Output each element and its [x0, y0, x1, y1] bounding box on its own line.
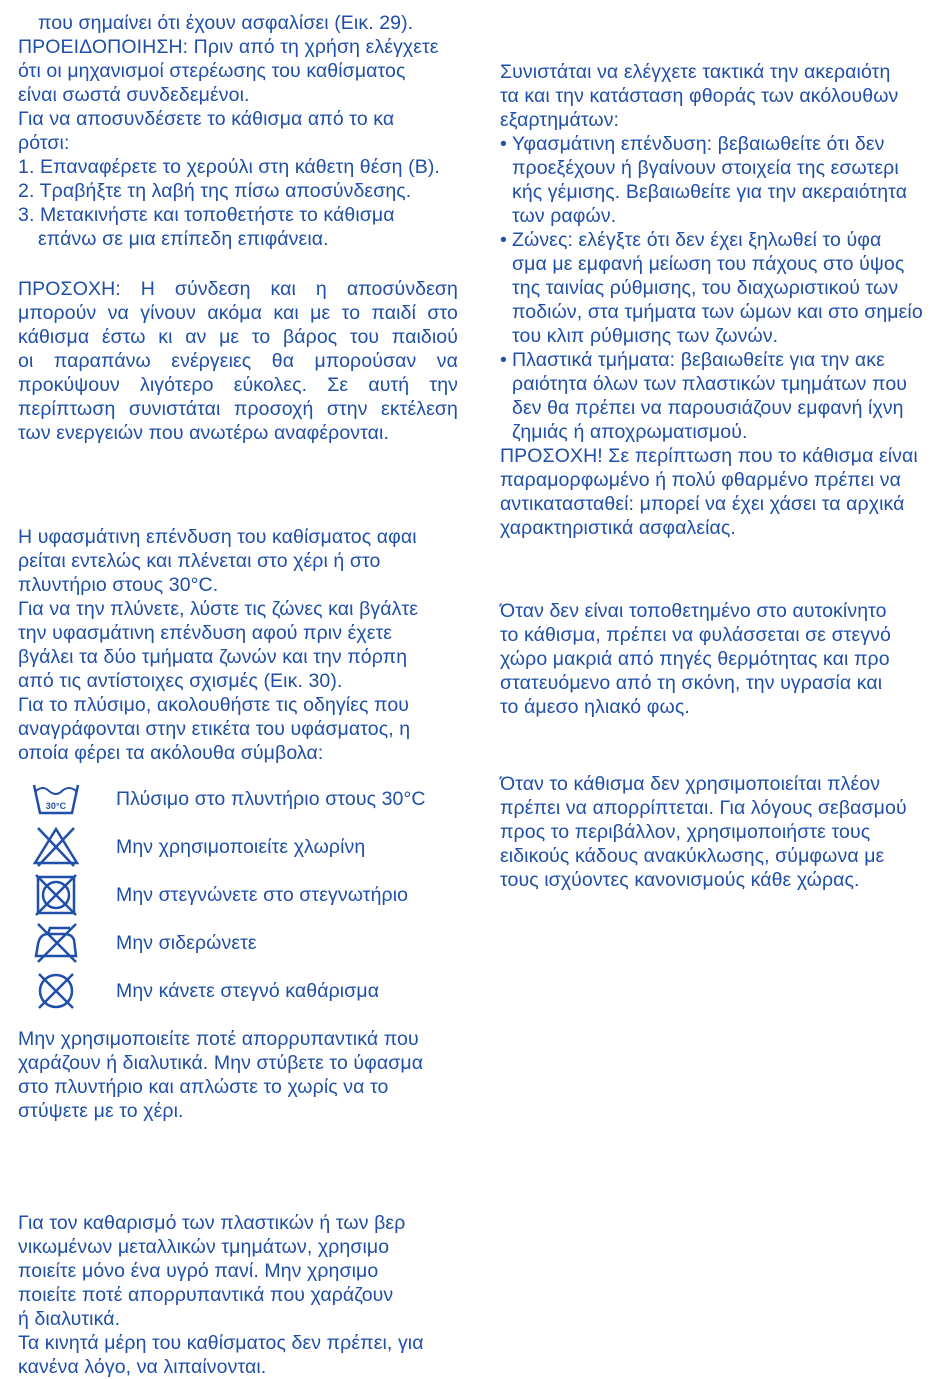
right-column: [500, 0, 940, 892]
text-line: στύψετε με το χέρι.: [18, 1100, 184, 1122]
bullet-icon: •: [500, 133, 507, 155]
text-line: χαράζουν ή διαλυτικά. Μην στύβετε το ύφασμα: [18, 1052, 424, 1074]
inspection-intro-paragraph: [500, 60, 940, 132]
text-line: νικωμένων μεταλλικών τμημάτων, χρησιμο: [18, 1236, 390, 1258]
no-iron-icon: [28, 921, 84, 965]
text-line: προεξέχουν ή βγαίνουν στοιχεία της εσωτερι: [512, 157, 899, 179]
disposal-paragraph: [500, 772, 940, 892]
wash-temperature-text: 30°C: [45, 801, 67, 811]
text-line: Για τον καθαρισμό των πλαστικών ή των βερ: [18, 1212, 406, 1234]
text-line: Όταν δεν είναι τοποθετημένο στο αυτοκίνητο: [500, 600, 887, 622]
fabric-cleaning-paragraph: [18, 525, 458, 765]
text-line: ΠΡΟΣΟΧΗ! Σε περίπτωση που το κάθισμα είναι: [500, 445, 918, 467]
caution-paragraph: [18, 277, 458, 445]
storage-paragraph: [500, 599, 940, 719]
text-line: Μην χρησιμοποιείτε ποτέ απορρυπαντικά που: [18, 1028, 419, 1050]
text-line: στο πλυντήριο και απλώστε το χωρίς να το: [18, 1076, 389, 1098]
text-line: το κάθισμα, πρέπει να φυλάσσεται σε στεγνό: [500, 624, 891, 646]
text-line: των ενεργειών που ανωτέρω αναφέρονται.: [18, 422, 389, 444]
care-symbol-label: Μην κάνετε στεγνό καθάρισμα: [116, 980, 380, 1002]
care-symbol-label: Μην στεγνώνετε στο στεγνωτήριο: [116, 884, 409, 906]
text-line: βγάλει τα δύο τμήματα ζωνών και την πόρπη: [18, 646, 408, 668]
bullet-item-fabric: [500, 132, 940, 228]
text-line: οι παραπάνω ενέργειες θα μπορούσαν να: [18, 350, 458, 372]
text-line: Όταν το κάθισμα δεν χρησιμοποιείται πλέον: [500, 773, 881, 795]
text-line: είναι σωστά συνδεδεμένοι.: [18, 84, 250, 106]
bullet-icon: •: [500, 229, 507, 251]
text-line: Η υφασμάτινη επένδυση του καθίσματος αφαι: [18, 526, 417, 548]
text-line: αναγράφονται στην ετικέτα του υφάσματος, η: [18, 718, 411, 740]
bullet-item-belts: [500, 228, 940, 348]
text-line: προς το περιβάλλον, χρησιμοποιήστε τους: [500, 821, 871, 843]
text-line: από τις αντίστοιχες σχισμές (Εικ. 30).: [18, 670, 343, 692]
text-line: Για να την πλύνετε, λύστε τις ζώνες και βγάλτε: [18, 598, 419, 620]
text-line: των ραφών.: [512, 205, 617, 227]
plastic-cleaning-paragraph: [18, 1211, 458, 1379]
text-line: μπορούν να γίνουν ακόμα και με το παιδί στο: [18, 302, 458, 324]
text-line: ποιείτε μόνο ένα υγρό πανί. Μην χρησιμο: [18, 1260, 379, 1282]
text-line: Για το πλύσιμο, ακολουθήστε τις οδηγίες που: [18, 694, 410, 716]
text-line: ΠΡΟΣΟΧΗ: Η σύνδεση και η αποσύνδεση: [18, 278, 458, 300]
text-line: περίπτωση συνιστάται προσοχή στην εκτέλεση: [18, 398, 458, 420]
left-column: [18, 0, 458, 1379]
no-tumble-dry-icon: [28, 873, 84, 917]
replacement-warning-paragraph: [500, 444, 940, 540]
care-symbol-label: Μην χρησιμοποιείτε χλωρίνη: [116, 836, 366, 858]
bullet-item-plastics: [500, 348, 940, 444]
text-line: το άμεσο ηλιακό φως.: [500, 696, 690, 718]
text-line: πλυντήριο στους 30°C.: [18, 574, 219, 596]
text-line: ειδικούς κάδους ανακύκλωσης, σύμφωνα με: [500, 845, 885, 867]
wash-30-icon: [28, 777, 84, 821]
text-line: Για να αποσυνδέσετε το κάθισμα από το κα: [18, 108, 395, 130]
text-line: πρέπει να απορρίπτεται. Για λόγους σεβασμού: [500, 797, 907, 819]
text-line: Πλαστικά τμήματα: βεβαιωθείτε για την ακε: [512, 349, 885, 371]
text-line: την υφασμάτινη επένδυση αφού πριν έχετε: [18, 622, 393, 644]
care-symbol-label: Πλύσιμο στο πλυντήριο στους 30°C: [116, 788, 426, 810]
care-symbol-row: [18, 871, 458, 919]
text-line: ή διαλυτικά.: [18, 1308, 121, 1330]
text-line: ζημιάς ή αποχρωματισμού.: [512, 421, 748, 443]
inspection-bullet-list: [500, 132, 940, 444]
text-line: ποιείτε ποτέ απορρυπαντικά που χαράζουν: [18, 1284, 394, 1306]
step-3-continued: επάνω σε μια επίπεδη επιφάνεια.: [38, 228, 329, 250]
care-symbol-row: [18, 967, 458, 1015]
no-dry-clean-icon: [28, 969, 84, 1013]
warning-line: ΠΡΟΕΙΔΟΠΟΙΗΣΗ: Πριν από τη χρήση ελέγχετε: [18, 36, 439, 58]
text-line: στατευόμενο από τη σκόνη, την υγρασία και: [500, 672, 883, 694]
text-line: χώρο μακριά από πηγές θερμότητας και προ: [500, 648, 890, 670]
care-symbol-row: [18, 775, 458, 823]
care-symbols-list: [18, 775, 458, 1015]
step-1: 1. Επαναφέρετε το χερούλι στη κάθετη θέση (B).: [18, 156, 440, 178]
care-symbol-label: Μην σιδερώνετε: [116, 932, 257, 954]
text-line: σμα με εμφανή μείωση του πάχους στο ύψος: [512, 253, 905, 275]
text-line: κανένα λόγο, να λιπαίνονται.: [18, 1356, 267, 1378]
bullet-icon: •: [500, 349, 507, 371]
text-line: δεν θα πρέπει να παρουσιάζουν εμφανή ίχνη: [512, 397, 904, 419]
text-line: τα και την κατάσταση φθοράς των ακόλουθων: [500, 85, 899, 107]
text-line: Συνιστάται να ελέγχετε τακτικά την ακεραιότη: [500, 61, 891, 83]
text-line: ότι οι μηχανισμοί στερέωσης του καθίσματος: [18, 60, 406, 82]
text-line: Τα κινητά μέρη του καθίσματος δεν πρέπει, για: [18, 1332, 424, 1354]
care-symbol-row: [18, 919, 458, 967]
text-line: εξαρτημάτων:: [500, 109, 620, 131]
text-line: αντικατασταθεί: μπορεί να έχει χάσει τα αρχικά: [500, 493, 905, 515]
step-2: 2. Τραβήξτε τη λαβή της πίσω αποσύνδεσης.: [18, 180, 412, 202]
text-line: του κλιπ ρύθμισης των ζωνών.: [512, 325, 779, 347]
detergent-warning-paragraph: [18, 1027, 458, 1123]
text-line: της ταινίας ρύθμισης, του διαχωριστικού των: [512, 277, 899, 299]
text-line: προκύψουν λιγότερο εύκολες. Σε αυτή την: [18, 374, 458, 396]
step-3: 3. Μετακινήστε και τοποθετήστε το κάθισμα: [18, 204, 395, 226]
care-symbol-row: [18, 823, 458, 871]
text-line: Υφασμάτινη επένδυση: βεβαιωθείτε ότι δεν: [512, 133, 885, 155]
text-line: ρείται εντελώς και πλένεται στο χέρι ή στο: [18, 550, 381, 572]
text-line: ραιότητα όλων των πλαστικών τμημάτων που: [512, 373, 908, 395]
no-bleach-icon: [28, 825, 84, 869]
text-line: που σημαίνει ότι έχουν ασφαλίσει (Εικ. 29).: [38, 12, 414, 34]
text-line: οποία φέρει τα ακόλουθα σύμβολα:: [18, 742, 324, 764]
text-line: ρότσι:: [18, 132, 70, 154]
text-line: ποδιών, στα τμήματα των ώμων και στο σημείο: [512, 301, 923, 323]
left-paragraph-connection: [18, 11, 458, 251]
text-line: κής γέμισης. Βεβαιωθείτε για την ακεραιότητα: [512, 181, 908, 203]
text-line: χαρακτηριστικά ασφαλείας.: [500, 517, 736, 539]
text-line: Ζώνες: ελέγξτε ότι δεν έχει ξηλωθεί το ύφα: [512, 229, 882, 251]
text-line: τους ισχύοντες κανονισμούς κάθε χώρας.: [500, 869, 860, 891]
text-line: παραμορφωμένο ή πολύ φθαρμένο πρέπει να: [500, 469, 901, 491]
text-line: κάθισμα έστω κι αν με το βάρος του παιδιού: [18, 326, 458, 348]
